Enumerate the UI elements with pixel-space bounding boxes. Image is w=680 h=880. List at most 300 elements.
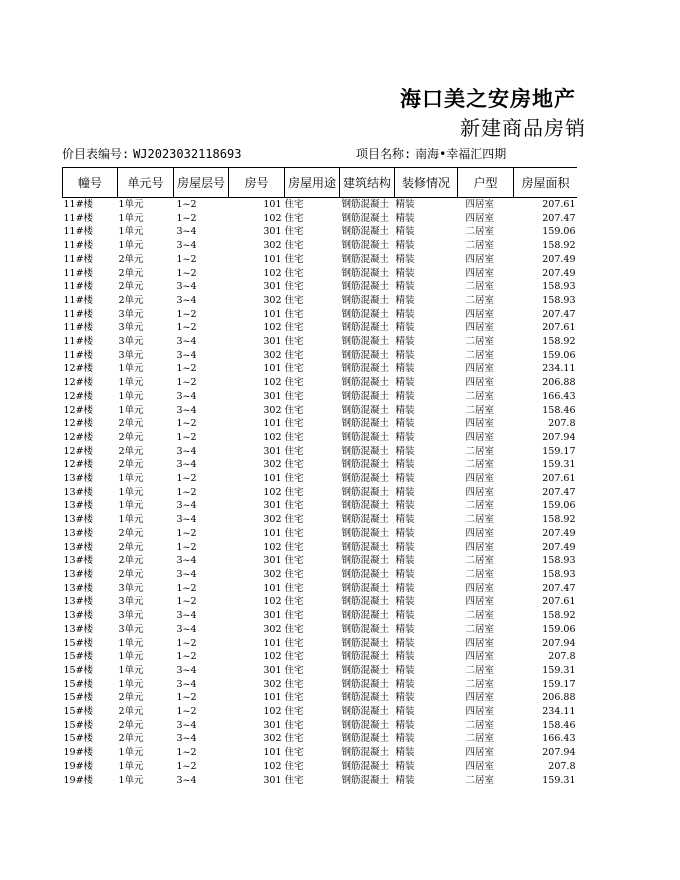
table-row <box>63 431 578 445</box>
cell-room: 101 <box>263 363 282 375</box>
cell-decoration: 精装 <box>395 199 415 210</box>
cell-decoration: 精装 <box>395 473 415 485</box>
price-list-number <box>62 145 241 162</box>
cell-building: 12#楼 <box>63 418 94 430</box>
cell-unit: 2单元 <box>118 568 144 580</box>
cell-unit: 2单元 <box>118 541 144 553</box>
cell-usage: 住宅 <box>284 363 304 375</box>
cell-structure: 钢筋混凝土 <box>341 514 390 526</box>
cell-area: 207.94 <box>542 637 576 649</box>
cell-structure: 钢筋混凝土 <box>341 623 390 635</box>
cell-structure: 钢筋混凝土 <box>341 610 390 622</box>
cell-decoration: 精装 <box>395 527 415 539</box>
cell-structure: 钢筋混凝土 <box>341 308 390 320</box>
cell-usage: 住宅 <box>284 459 304 471</box>
table-row <box>63 239 578 253</box>
cell-area: 159.06 <box>542 500 576 512</box>
cell-structure: 钢筋混凝土 <box>341 349 390 361</box>
cell-unit: 2单元 <box>118 431 144 443</box>
table-row <box>63 362 578 376</box>
price-list-number-label: 价目表编号: <box>62 147 130 161</box>
cell-layout: 二居室 <box>465 349 495 361</box>
cell-area: 159.17 <box>542 445 576 457</box>
cell-decoration: 精装 <box>395 678 415 690</box>
table-row <box>63 732 578 746</box>
cell-decoration: 精装 <box>395 706 415 718</box>
cell-area: 158.46 <box>542 404 576 416</box>
cell-decoration: 精装 <box>395 418 415 430</box>
cell-structure: 钢筋混凝土 <box>341 281 390 293</box>
cell-structure: 钢筋混凝土 <box>341 390 390 402</box>
cell-decoration: 精装 <box>395 294 415 306</box>
cell-usage: 住宅 <box>284 555 304 567</box>
cell-floor: 3~4 <box>176 555 197 567</box>
cell-area: 207.47 <box>542 582 576 594</box>
cell-layout: 二居室 <box>465 623 495 635</box>
cell-floor: 1~2 <box>176 706 197 718</box>
cell-layout: 二居室 <box>465 500 495 512</box>
cell-decoration: 精装 <box>395 253 415 265</box>
cell-building: 11#楼 <box>63 294 94 306</box>
cell-floor: 3~4 <box>176 568 197 580</box>
cell-building: 12#楼 <box>63 377 94 389</box>
table-row <box>63 308 578 322</box>
cell-decoration: 精装 <box>395 349 415 361</box>
table-row <box>63 280 578 294</box>
cell-building: 19#楼 <box>63 774 94 786</box>
col-header-building: 幢号 <box>63 168 118 198</box>
cell-structure: 钢筋混凝土 <box>341 500 390 512</box>
cell-usage: 住宅 <box>284 637 304 649</box>
cell-decoration: 精装 <box>395 651 415 663</box>
cell-unit: 3单元 <box>118 623 144 635</box>
cell-unit: 1单元 <box>118 651 144 663</box>
cell-area: 207.47 <box>542 212 576 224</box>
cell-room: 301 <box>263 226 282 238</box>
cell-usage: 住宅 <box>284 733 304 745</box>
table-row <box>63 568 578 582</box>
cell-building: 11#楼 <box>63 240 94 252</box>
table-row <box>63 527 578 541</box>
cell-structure: 钢筋混凝土 <box>341 582 390 594</box>
table-row <box>63 267 578 281</box>
cell-layout: 四居室 <box>465 486 495 498</box>
cell-decoration: 精装 <box>395 240 415 252</box>
cell-usage: 住宅 <box>284 390 304 402</box>
cell-building: 15#楼 <box>63 719 94 731</box>
cell-floor: 3~4 <box>176 240 197 252</box>
cell-floor: 1~2 <box>176 692 197 704</box>
table-row <box>63 417 578 431</box>
cell-room: 102 <box>263 267 282 279</box>
col-header-floor: 房屋层号 <box>174 168 229 198</box>
cell-area: 207.49 <box>542 267 576 279</box>
cell-unit: 1单元 <box>118 500 144 512</box>
cell-structure: 钢筋混凝土 <box>341 747 390 759</box>
cell-layout: 二居室 <box>465 459 495 471</box>
cell-building: 13#楼 <box>63 582 94 594</box>
cell-room: 302 <box>263 568 282 580</box>
cell-floor: 1~2 <box>176 212 197 224</box>
cell-structure: 钢筋混凝土 <box>341 568 390 580</box>
cell-structure: 钢筋混凝土 <box>341 473 390 485</box>
cell-building: 11#楼 <box>63 281 94 293</box>
cell-layout: 二居室 <box>465 404 495 416</box>
cell-layout: 四居室 <box>465 692 495 704</box>
cell-structure: 钢筋混凝土 <box>341 733 390 745</box>
cell-structure: 钢筋混凝土 <box>341 418 390 430</box>
table-row <box>63 650 578 664</box>
cell-unit: 1单元 <box>118 637 144 649</box>
cell-structure: 钢筋混凝土 <box>341 678 390 690</box>
cell-usage: 住宅 <box>284 719 304 731</box>
col-header-room: 房号 <box>229 168 285 198</box>
cell-unit: 1单元 <box>118 678 144 690</box>
cell-room: 301 <box>263 774 282 786</box>
cell-structure: 钢筋混凝土 <box>341 267 390 279</box>
cell-room: 302 <box>263 349 282 361</box>
cell-room: 302 <box>263 678 282 690</box>
cell-room: 102 <box>263 486 282 498</box>
cell-structure: 钢筋混凝土 <box>341 253 390 265</box>
cell-layout: 二居室 <box>465 610 495 622</box>
cell-layout: 二居室 <box>465 568 495 580</box>
cell-building: 13#楼 <box>63 514 94 526</box>
cell-room: 102 <box>263 596 282 608</box>
cell-room: 302 <box>263 733 282 745</box>
cell-building: 13#楼 <box>63 610 94 622</box>
cell-unit: 3单元 <box>118 610 144 622</box>
cell-room: 301 <box>263 610 282 622</box>
cell-area: 159.31 <box>542 459 576 471</box>
cell-layout: 二居室 <box>465 240 495 252</box>
cell-structure: 钢筋混凝土 <box>341 719 390 731</box>
cell-building: 13#楼 <box>63 473 94 485</box>
cell-building: 12#楼 <box>63 431 94 443</box>
cell-room: 302 <box>263 623 282 635</box>
cell-floor: 3~4 <box>176 336 197 348</box>
cell-unit: 1单元 <box>118 377 144 389</box>
cell-unit: 3单元 <box>118 582 144 594</box>
cell-room: 101 <box>263 418 282 430</box>
cell-layout: 二居室 <box>465 719 495 731</box>
cell-area: 234.11 <box>542 363 576 375</box>
cell-area: 159.17 <box>542 678 576 690</box>
project-name <box>356 145 506 162</box>
cell-room: 101 <box>263 473 282 485</box>
col-header-structure: 建筑结构 <box>340 168 395 198</box>
cell-area: 159.31 <box>542 774 576 786</box>
cell-area: 207.61 <box>542 199 576 210</box>
cell-area: 234.11 <box>542 706 576 718</box>
cell-room: 101 <box>263 582 282 594</box>
col-header-decoration: 装修情况 <box>395 168 458 198</box>
cell-unit: 1单元 <box>118 760 144 772</box>
cell-layout: 四居室 <box>465 760 495 772</box>
table-row <box>63 623 578 637</box>
cell-floor: 1~2 <box>176 199 197 210</box>
cell-structure: 钢筋混凝土 <box>341 363 390 375</box>
cell-area: 166.43 <box>542 390 576 402</box>
cell-layout: 四居室 <box>465 267 495 279</box>
cell-usage: 住宅 <box>284 623 304 635</box>
table-row <box>63 774 578 788</box>
cell-room: 102 <box>263 541 282 553</box>
cell-area: 159.06 <box>542 623 576 635</box>
cell-decoration: 精装 <box>395 390 415 402</box>
cell-unit: 3单元 <box>118 308 144 320</box>
cell-building: 13#楼 <box>63 555 94 567</box>
cell-area: 206.88 <box>542 377 576 389</box>
cell-building: 12#楼 <box>63 404 94 416</box>
cell-structure: 钢筋混凝土 <box>341 336 390 348</box>
cell-layout: 四居室 <box>465 431 495 443</box>
cell-structure: 钢筋混凝土 <box>341 651 390 663</box>
table-row <box>63 541 578 555</box>
cell-usage: 住宅 <box>284 500 304 512</box>
cell-usage: 住宅 <box>284 473 304 485</box>
cell-floor: 1~2 <box>176 363 197 375</box>
cell-decoration: 精装 <box>395 555 415 567</box>
cell-building: 11#楼 <box>63 349 94 361</box>
cell-layout: 二居室 <box>465 664 495 676</box>
cell-area: 158.46 <box>542 719 576 731</box>
cell-structure: 钢筋混凝土 <box>341 692 390 704</box>
cell-usage: 住宅 <box>284 706 304 718</box>
cell-room: 302 <box>263 404 282 416</box>
table-row <box>63 253 578 267</box>
cell-unit: 1单元 <box>118 226 144 238</box>
cell-unit: 2单元 <box>118 459 144 471</box>
cell-room: 302 <box>263 240 282 252</box>
cell-area: 206.88 <box>542 692 576 704</box>
cell-floor: 1~2 <box>176 267 197 279</box>
cell-unit: 2单元 <box>118 418 144 430</box>
cell-floor: 3~4 <box>176 390 197 402</box>
cell-unit: 2单元 <box>118 527 144 539</box>
cell-floor: 3~4 <box>176 404 197 416</box>
cell-floor: 1~2 <box>176 418 197 430</box>
cell-layout: 二居室 <box>465 226 495 238</box>
cell-room: 302 <box>263 294 282 306</box>
document-subtitle: 新建商品房销 <box>460 116 586 140</box>
cell-area: 207.8 <box>548 760 576 772</box>
cell-structure: 钢筋混凝土 <box>341 637 390 649</box>
table-row <box>63 595 578 609</box>
cell-floor: 1~2 <box>176 760 197 772</box>
cell-usage: 住宅 <box>284 760 304 772</box>
cell-decoration: 精装 <box>395 637 415 649</box>
cell-structure: 钢筋混凝土 <box>341 596 390 608</box>
cell-decoration: 精装 <box>395 774 415 786</box>
cell-unit: 1单元 <box>118 473 144 485</box>
cell-structure: 钢筋混凝土 <box>341 212 390 224</box>
cell-usage: 住宅 <box>284 404 304 416</box>
cell-usage: 住宅 <box>284 212 304 224</box>
cell-usage: 住宅 <box>284 747 304 759</box>
cell-decoration: 精装 <box>395 404 415 416</box>
cell-room: 102 <box>263 431 282 443</box>
cell-usage: 住宅 <box>284 199 304 210</box>
price-list-number-value: WJ2023032118693 <box>133 147 242 161</box>
cell-building: 13#楼 <box>63 623 94 635</box>
cell-area: 207.61 <box>542 596 576 608</box>
cell-area: 207.47 <box>542 308 576 320</box>
cell-decoration: 精装 <box>395 541 415 553</box>
cell-layout: 二居室 <box>465 336 495 348</box>
cell-room: 101 <box>263 527 282 539</box>
document-title: 海口美之安房地产 <box>400 87 576 111</box>
cell-room: 301 <box>263 500 282 512</box>
cell-layout: 四居室 <box>465 322 495 334</box>
cell-unit: 2单元 <box>118 692 144 704</box>
cell-decoration: 精装 <box>395 308 415 320</box>
cell-area: 158.92 <box>542 610 576 622</box>
cell-building: 11#楼 <box>63 199 94 210</box>
cell-unit: 2单元 <box>118 706 144 718</box>
cell-decoration: 精装 <box>395 212 415 224</box>
cell-usage: 住宅 <box>284 678 304 690</box>
cell-room: 301 <box>263 336 282 348</box>
cell-decoration: 精装 <box>395 514 415 526</box>
cell-floor: 3~4 <box>176 514 197 526</box>
table-row <box>63 554 578 568</box>
cell-building: 11#楼 <box>63 212 94 224</box>
table-row <box>63 664 578 678</box>
cell-usage: 住宅 <box>284 308 304 320</box>
table-row <box>63 225 578 239</box>
cell-area: 166.43 <box>542 733 576 745</box>
cell-area: 207.49 <box>542 527 576 539</box>
cell-usage: 住宅 <box>284 651 304 663</box>
cell-layout: 四居室 <box>465 596 495 608</box>
cell-room: 301 <box>263 445 282 457</box>
cell-decoration: 精装 <box>395 486 415 498</box>
cell-building: 15#楼 <box>63 651 94 663</box>
cell-room: 101 <box>263 747 282 759</box>
cell-decoration: 精装 <box>395 431 415 443</box>
cell-floor: 1~2 <box>176 637 197 649</box>
cell-structure: 钢筋混凝土 <box>341 226 390 238</box>
project-name-label: 项目名称: <box>356 147 412 161</box>
cell-floor: 3~4 <box>176 733 197 745</box>
cell-layout: 四居室 <box>465 527 495 539</box>
cell-usage: 住宅 <box>284 445 304 457</box>
table-row <box>63 472 578 486</box>
cell-area: 207.8 <box>548 651 576 663</box>
cell-room: 301 <box>263 281 282 293</box>
cell-floor: 3~4 <box>176 623 197 635</box>
cell-usage: 住宅 <box>284 527 304 539</box>
cell-unit: 1单元 <box>118 514 144 526</box>
cell-area: 207.49 <box>542 253 576 265</box>
cell-area: 207.61 <box>542 473 576 485</box>
table-row <box>63 637 578 651</box>
cell-structure: 钢筋混凝土 <box>341 431 390 443</box>
cell-building: 12#楼 <box>63 363 94 375</box>
cell-area: 159.31 <box>542 664 576 676</box>
cell-room: 302 <box>263 514 282 526</box>
cell-floor: 1~2 <box>176 377 197 389</box>
cell-room: 302 <box>263 459 282 471</box>
cell-building: 11#楼 <box>63 308 94 320</box>
cell-area: 207.49 <box>542 541 576 553</box>
cell-structure: 钢筋混凝土 <box>341 760 390 772</box>
table-header-row <box>63 168 578 198</box>
table-row <box>63 499 578 513</box>
cell-decoration: 精装 <box>395 760 415 772</box>
cell-structure: 钢筋混凝土 <box>341 445 390 457</box>
cell-building: 11#楼 <box>63 253 94 265</box>
cell-floor: 1~2 <box>176 473 197 485</box>
cell-area: 207.8 <box>548 418 576 430</box>
cell-floor: 3~4 <box>176 664 197 676</box>
cell-room: 301 <box>263 664 282 676</box>
cell-layout: 四居室 <box>465 651 495 663</box>
cell-usage: 住宅 <box>284 418 304 430</box>
cell-decoration: 精装 <box>395 582 415 594</box>
cell-usage: 住宅 <box>284 486 304 498</box>
cell-area: 158.93 <box>542 555 576 567</box>
cell-unit: 2单元 <box>118 555 144 567</box>
cell-layout: 二居室 <box>465 733 495 745</box>
cell-building: 11#楼 <box>63 226 94 238</box>
table-row <box>63 513 578 527</box>
table-row <box>63 458 578 472</box>
cell-decoration: 精装 <box>395 747 415 759</box>
cell-unit: 2单元 <box>118 253 144 265</box>
cell-building: 12#楼 <box>63 459 94 471</box>
cell-room: 102 <box>263 212 282 224</box>
cell-floor: 1~2 <box>176 527 197 539</box>
cell-building: 12#楼 <box>63 390 94 402</box>
cell-layout: 四居室 <box>465 199 495 210</box>
cell-building: 15#楼 <box>63 664 94 676</box>
cell-building: 15#楼 <box>63 678 94 690</box>
cell-unit: 3单元 <box>118 349 144 361</box>
cell-building: 13#楼 <box>63 486 94 498</box>
table-row <box>63 705 578 719</box>
cell-building: 12#楼 <box>63 445 94 457</box>
cell-room: 101 <box>263 637 282 649</box>
cell-structure: 钢筋混凝土 <box>341 459 390 471</box>
table-row <box>63 376 578 390</box>
cell-structure: 钢筋混凝土 <box>341 294 390 306</box>
cell-structure: 钢筋混凝土 <box>341 377 390 389</box>
table-row <box>63 198 578 212</box>
cell-layout: 四居室 <box>465 212 495 224</box>
cell-floor: 3~4 <box>176 719 197 731</box>
table-row <box>63 294 578 308</box>
cell-unit: 3单元 <box>118 322 144 334</box>
cell-area: 207.94 <box>542 431 576 443</box>
cell-unit: 1单元 <box>118 747 144 759</box>
table-row <box>63 321 578 335</box>
cell-decoration: 精装 <box>395 445 415 457</box>
table-row <box>63 486 578 500</box>
cell-room: 102 <box>263 377 282 389</box>
cell-room: 102 <box>263 760 282 772</box>
cell-unit: 3单元 <box>118 336 144 348</box>
cell-unit: 1单元 <box>118 774 144 786</box>
cell-decoration: 精装 <box>395 733 415 745</box>
table-row <box>63 609 578 623</box>
cell-building: 13#楼 <box>63 527 94 539</box>
cell-decoration: 精装 <box>395 226 415 238</box>
col-header-layout: 户型 <box>458 168 514 198</box>
cell-decoration: 精装 <box>395 692 415 704</box>
cell-floor: 1~2 <box>176 651 197 663</box>
